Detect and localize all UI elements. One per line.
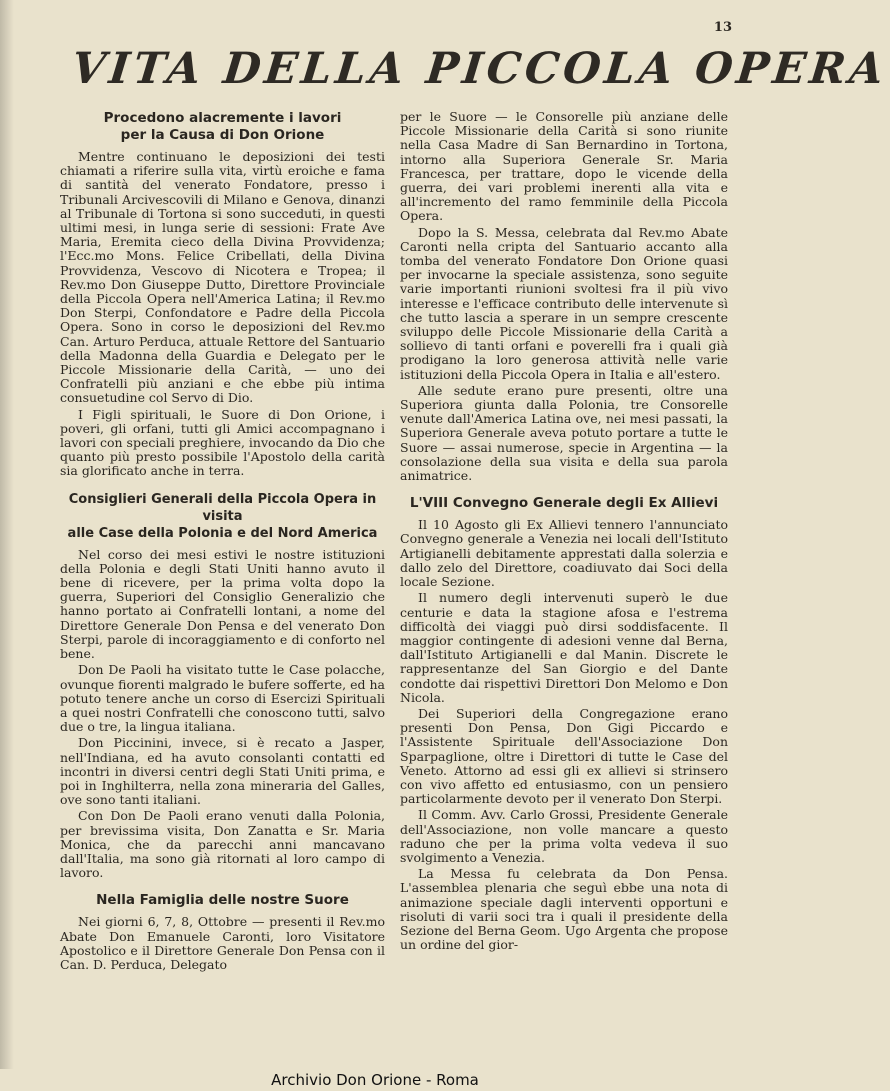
- article-title: L'VIII Convegno Generale degli Ex Allievi: [409, 495, 719, 512]
- article-paragraph: Don De Paoli ha visitato tutte le Case polacche, ovunque fiorenti malgrado le bufere sofferte, ed ha potuto tenere anche un corso di Esercizi Spirituali a quei nostri Confratelli che conoscono tutti, salvo due o tre, la lingua italiana.: [60, 662, 385, 735]
- article-paragraph: Il numero degli intervenuti superò le due centurie e data la stagione afosa e l'estrema difficoltà dei viaggi può dirsi soddisfacente. Il maggior contingente di adesioni venne dal Berna, dall'Istituto Artigianelli e dal Manin. Discrete le rappresentanze del San Giorgio e del Dante condotte dai rispettivi Direttori Don Melomo e Don Nicola.: [400, 590, 728, 705]
- page-number: 13: [713, 20, 732, 35]
- article-title: Nella Famiglia delle nostre Suore: [96, 892, 349, 909]
- article-paragraph: Nei giorni 6, 7, 8, Ottobre — presenti il Rev.mo Abate Don Emanuele Caronti, loro Visitatore Apostolico e il Direttore Generale Don Pensa con il Can. D. Perduca, Delegato: [60, 914, 385, 972]
- article-title-line: alle Case della Polonia e del Nord America: [67, 525, 378, 541]
- article-paragraph: per le Suore — le Consorelle più anziane delle Piccole Missionarie della Carità si sono riunite nella Casa Madre di San Bernardino in Tortona, intorno alla Superiora Generale Sr. Maria Francesca, per trattare, dopo le vicende della guerra, dei vari problemi inerenti alla vita e all'incremento del ramo femminile della Piccola Opera.: [400, 109, 728, 224]
- article-paragraph: Alle sedute erano pure presenti, oltre una Superiora giunta dalla Polonia, tre Consorelle venute dall'America Latina ove, nei mesi passati, la Superiora Generale aveva potuto portare a tutte le Suore — assai numerose, specie in Argentina — la consolazione della sua visita e della sua parola animatrice.: [400, 382, 728, 484]
- article-title-line: per la Causa di Don Orione: [120, 127, 325, 143]
- article-paragraph: Mentre continuano le deposizioni dei testi chiamati a riferire sulla vita, virtù eroiche e fama di santità del venerato Fondatore, presso i Tribunali Arcivescovili di Milano e Genova, dinanzi al Tribunale di Tortona si sono succeduti, in questi ultimi mesi, in lunga serie di sessioni: Frate Ave Maria, Eremita cieco della Divina Provvidenza; l'Ecc.mo Mons. Felice Cribellati, della Divina Provvidenza, Vescovo di Nicotera e Tropea; il Rev.mo Don Giuseppe Dutto, Direttore Provinciale della Piccola Opera nell'America Latina; il Rev.mo Don Sterpi, Confondatore e Padre della Piccola Opera. Sono in corso le deposizioni del Rev.mo Can. Arturo Perduca, attuale Rettore del Santuario della Madonna della Guardia e Delegato per le Piccole Missionarie della Carità, — uno dei Confratelli più anziani e che ebbe più intima consuetudine col Servo di Dio.: [60, 149, 385, 406]
- left-column: [60, 110, 385, 972]
- page-edge-shadow: [0, 0, 14, 1091]
- article-paragraph: La Messa fu celebrata da Don Pensa. L'assemblea plenaria che seguì ebbe una nota di animazione speciale dagli interventi opportuni e risoluti di varii soci tra i quali il presidente della Sezione del Berna Geom. Ugo Argenta che propose un ordine del gior-: [400, 866, 728, 953]
- article-paragraph: Don Piccinini, invece, si è recato a Jasper, nell'Indiana, ed ha avuto consolanti contatti ed incontri in diversi centri degli Stati Uniti prima, e poi in Inghilterra, nella zona mineraria del Galles, ove sono tanti italiani.: [60, 735, 385, 808]
- article-title-line: Consiglieri Generali della Piccola Opera in visita: [68, 491, 377, 524]
- article-paragraph: Con Don De Paoli erano venuti dalla Polonia, per brevissima visita, Don Zanatta e Sr. Maria Monica, che da parecchi anni mancavano dall'Italia, ma sono già ritornati al loro campo di lavoro.: [60, 808, 385, 881]
- article-paragraph: Il 10 Agosto gli Ex Allievi tennero l'annunciato Convegno generale a Venezia nei locali dell'Istituto Artigianelli debitamente apprestati dalla solerzia e dallo zelo del Direttore, coadiuvato dai Soci della locale Sezione.: [400, 517, 728, 590]
- article-paragraph: Il Comm. Avv. Carlo Grossi, Presidente Generale dell'Associazione, non volle mancare a questo raduno che per la prima volta vedeva il suo svolgimento a Venezia.: [400, 807, 728, 865]
- archive-footer: Archivio Don Orione - Roma: [0, 1069, 750, 1091]
- masthead-title: VITA DELLA PICCOLA OPERA: [69, 44, 890, 94]
- article-paragraph: Dei Superiori della Congregazione erano presenti Don Pensa, Don Gigi Piccardo e l'Assistente Spirituale dell'Associazione Don Sparpaglione, oltre i Direttori di tutte le Case del Veneto. Attorno ad essi gli ex allievi si strinsero con vivo affetto ed entusiasmo, con un pensiero particolarmente devoto per il venerato Don Sterpi.: [400, 705, 728, 807]
- right-column: [400, 110, 728, 952]
- article-title-line: Procedono alacremente i lavori: [103, 110, 342, 126]
- article-paragraph: I Figli spirituali, le Suore di Don Orione, i poveri, gli orfani, tutti gli Amici accompagnano i lavori con speciali preghiere, invocando da Dio che quanto più presto possibile l'Apostolo della carità sia glorificato anche in terra.: [60, 406, 385, 479]
- article-paragraph: Nel corso dei mesi estivi le nostre istituzioni della Polonia e degli Stati Uniti hanno avuto il bene di ricevere, per la prima volta dopo la guerra, Superiori del Consiglio Generalizio che hanno portato ai Confratelli lontani, a nome del Direttore Generale Don Pensa e del venerato Don Sterpi, parole di incoraggiamento e di conforto nel bene.: [60, 546, 385, 662]
- article-paragraph: Dopo la S. Messa, celebrata dal Rev.mo Abate Caronti nella cripta del Santuario accanto alla tomba del venerato Fondatore Don Orione quasi per invocarne la speciale assistenza, sono seguite varie importanti riunioni svoltesi fra il più vivo interesse e l'efficace contributo delle intervenute sì che tutto lascia a sperare in un sempre crescente sviluppo delle Piccole Missionarie della Carità a sollievo di tanti orfani e poverelli fra i quali già prodigano la loro generosa attività nelle varie istituzioni della Piccola Opera in Italia e all'estero.: [400, 224, 728, 382]
